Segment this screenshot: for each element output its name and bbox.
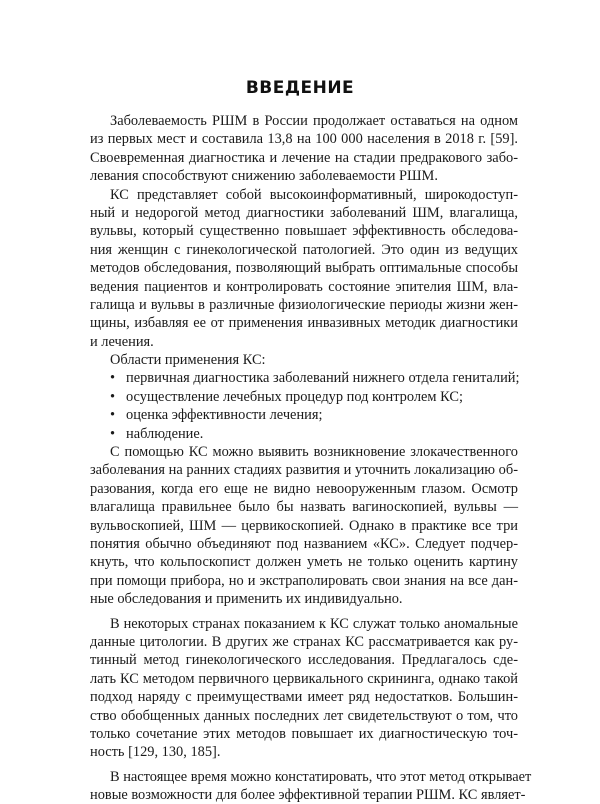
paragraph (90, 615, 518, 762)
text-line: С помощью КС можно выявить возникновение злокачественного (110, 444, 518, 461)
text-line: В некоторых странах показанием к КС служат только аномальные (110, 615, 518, 632)
text-line: тинный метод гинекологического исследования. Предлагалось сде- (90, 652, 518, 669)
body-text (90, 112, 532, 804)
text-line: только сочетание этих методов повышает их диагностическую точ- (90, 725, 518, 742)
list-item-text: оценка эффективности лечения; (126, 407, 323, 424)
bullet-icon: • (110, 407, 116, 424)
list-item-text: наблюдение. (126, 425, 204, 442)
text-line: влагалища правильнее было бы назвать вагиноскопией, вульвы — (90, 499, 518, 516)
text-line: левания способствуют снижению заболеваемости РШМ. (90, 168, 438, 185)
page-title: ВВЕДЕНИЕ (245, 78, 355, 98)
paragraph (90, 351, 518, 369)
list-item (90, 406, 518, 424)
text-line: вульвоскопией, ШМ — цервикоскопией. Однако в практике все три (90, 517, 518, 534)
text-line: ные обследования и применить их индивидуально. (90, 591, 403, 608)
text-line: вульвы, который существенно повышает эффективность обследова- (90, 223, 518, 240)
bullet-list (90, 369, 518, 443)
text-line: щины, избавляя ее от применения инвазивных методик диагностики (90, 315, 518, 332)
paragraph (90, 112, 518, 186)
text-line: галища и вульвы в различные физиологические периоды жизни жен- (90, 296, 518, 313)
bullet-icon: • (110, 388, 116, 405)
text-line: ность [129, 130, 185]. (90, 744, 221, 761)
text-line: понятия обычно объединяют под названием «КС». Следует подчер- (90, 535, 518, 552)
paragraph (90, 768, 532, 804)
text-line: разования, когда его еще не видно невооруженным глазом. Осмотр (90, 480, 518, 497)
bullet-icon: • (110, 425, 116, 442)
text-line: ния женщин с гинекологической патологией. Это один из ведущих (90, 241, 518, 258)
paragraph (90, 186, 518, 352)
text-line: КС представляет собой высокоинформативный, широкодоступ- (110, 186, 518, 203)
text-line: из первых мест и составила 13,8 на 100 000 населения в 2018 г. [59]. (90, 131, 518, 148)
text-line: Области применения КС: (110, 352, 266, 369)
text-line: лать КС методом первичного цервикального скрининга, однако такой (90, 670, 518, 687)
text-line: ный и недорогой метод диагностики заболеваний ШМ, влагалища, (90, 204, 518, 221)
list-item (90, 369, 518, 387)
text-line: подход наряду с преимуществами имеет ряд недостатков. Большин- (90, 689, 518, 706)
paragraph (90, 443, 518, 609)
text-line: Заболеваемость РШМ в России продолжает оставаться на одном (110, 113, 518, 129)
text-line: кнуть, что кольпоскопист должен уметь не только оценить картину (90, 554, 518, 571)
text-line: при помощи прибора, но и экстраполировать свои знания на все дан- (90, 572, 518, 589)
text-line: методов обследования, позволяющий выбрать оптимальные способы (90, 260, 518, 277)
text-line: ведения пациентов и контролировать состояние эпителия ШМ, вла- (90, 278, 518, 295)
list-item-text: осуществление лечебных процедур под контролем КС; (126, 388, 463, 405)
text-line: и лечения. (90, 333, 154, 350)
bullet-icon: • (110, 370, 116, 387)
text-line: новые возможности для более эффективной терапии РШМ. КС являет- (90, 787, 526, 804)
list-item (90, 425, 518, 443)
text-line: ство обобщенных данных последних лет свидетельствуют о том, что (90, 707, 518, 724)
text-line: Своевременная диагностика и лечение на стадии предракового забо- (90, 149, 518, 166)
list-item-text: первичная диагностика заболеваний нижнего отдела гениталий; (126, 370, 520, 387)
text-line: данные цитологии. В других же странах КС рассматривается как ру- (90, 633, 518, 650)
text-line: В настоящее время можно констатировать, что этот метод открывает (110, 768, 532, 785)
text-line: заболевания на ранних стадиях развития и уточнить локализацию об- (90, 462, 518, 479)
list-item (90, 388, 518, 406)
